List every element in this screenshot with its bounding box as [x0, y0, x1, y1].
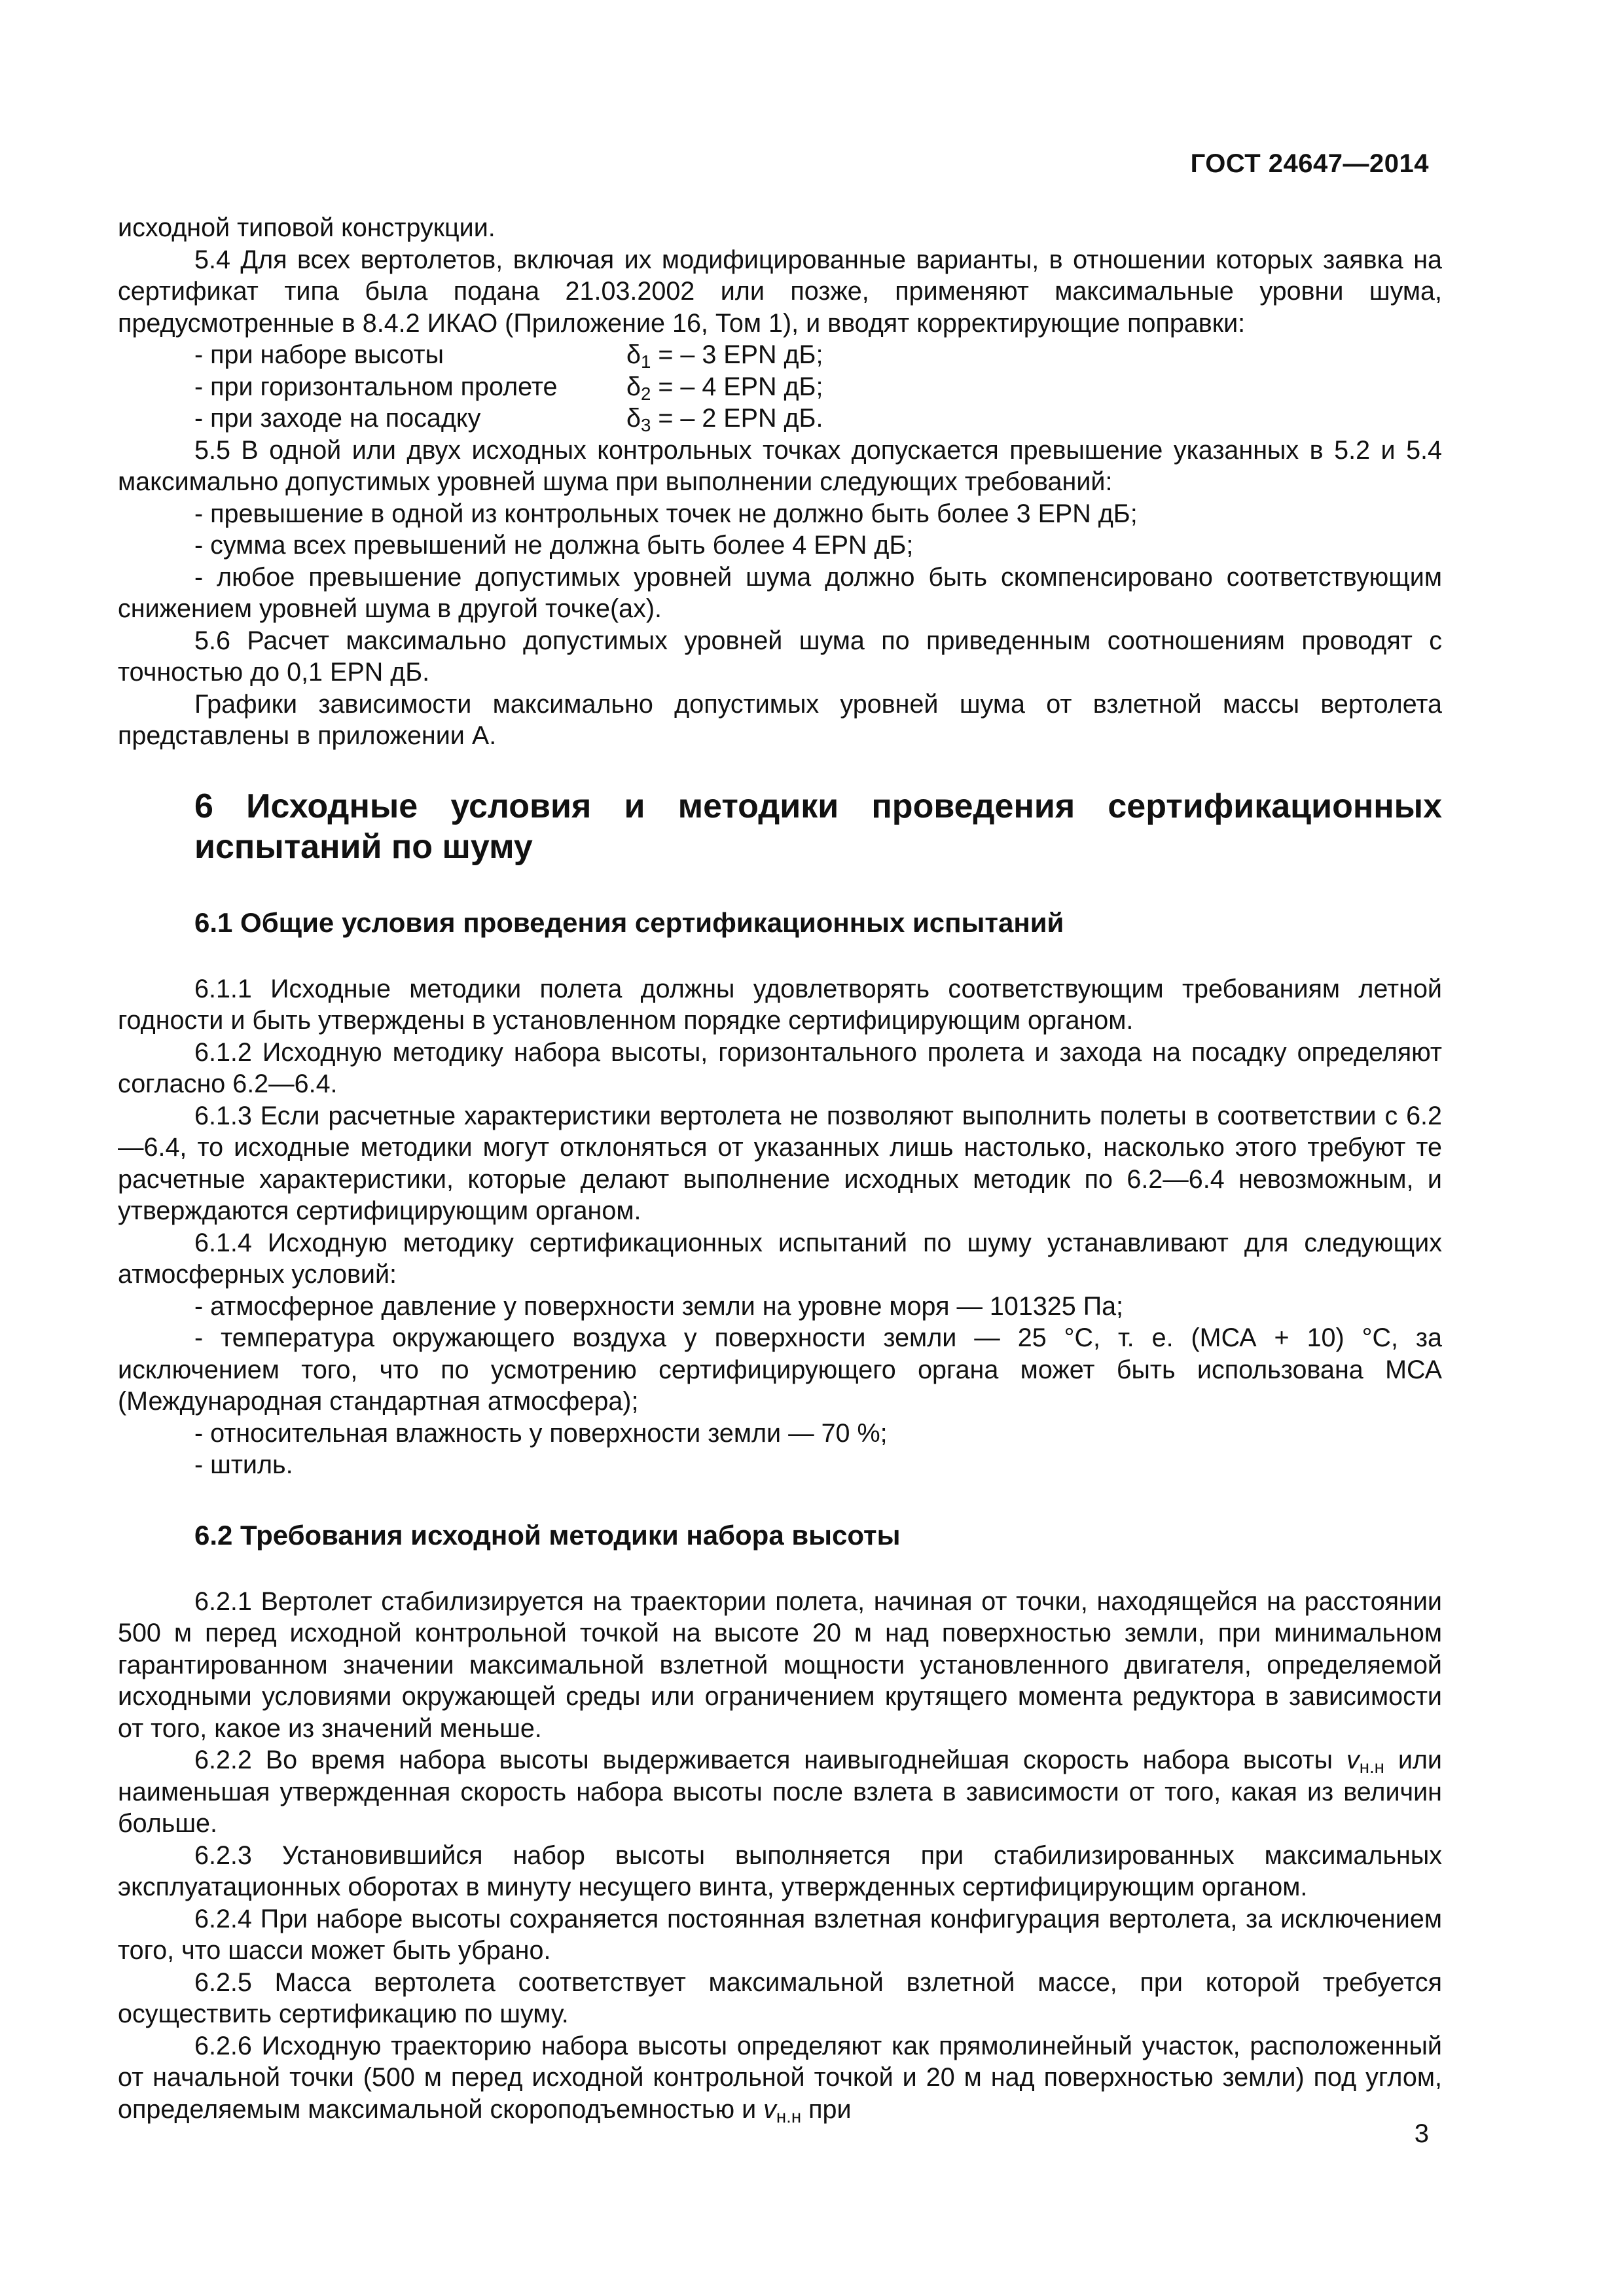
paragraph-text: 6.2.2 Во время набора высоты выдерживается наивыгоднейшая скорость набора высоты [194, 1746, 1346, 1774]
correction-value: = – 2 EPN дБ. [651, 404, 823, 433]
paragraph-6-2-2 [118, 1744, 1442, 1840]
paragraph-6-2-1: 6.2.1 Вертолет стабилизируется на траектории полета, начиная от точки, находящейся на расстоянии 500 м перед исходной контрольной точкой на высоте 20 м над поверхностью земли, при минимальном гарантированном значении максимальной взлетной мощности установленного двигателя, определяемой исходными условиями окружающей среды или ограничением крутящего момента редуктора в зависимости от того, какое из значений меньше. [118, 1587, 1442, 1743]
list-item: - температура окружающего воздуха у поверхности земли — 25 °С, т. е. (МСА + 10) °С, за исключением того, что по усмотрению сертифицирующего органа может быть использована МСА (Международная стандартная атмосфера); [118, 1323, 1442, 1416]
velocity-symbol: v [1346, 1746, 1360, 1774]
paragraph-6-1-2: 6.1.2 Исходную методику набора высоты, горизонтального пролета и захода на посадку определяют согласно 6.2—6.4. [118, 1037, 1442, 1098]
correction-item [118, 339, 1442, 371]
subsection-6-2-heading: 6.2 Требования исходной методики набора высоты [194, 1519, 901, 1551]
velocity-subscript: н.н [776, 2106, 802, 2126]
paragraph-6-1-1: 6.1.1 Исходные методики полета должны удовлетворять соответствующим требованиям летной годности и быть утверждены в установленном порядке сертифицирующим органом. [118, 974, 1442, 1035]
list-item: - любое превышение допустимых уровней шума должно быть скомпенсировано соответствующим снижением уровней шума в другой точке(ах). [118, 562, 1442, 623]
paragraph-graphs-reference: Графики зависимости максимально допустимых уровней шума от взлетной массы вертолета представлены в приложении А. [118, 689, 1442, 750]
paragraph-text: или наименьшая утвержденная скорость набора высоты после взлета в зависимости от того, какая из величин больше. [118, 1746, 1442, 1838]
page-body [118, 212, 1442, 2125]
page-number: 3 [1414, 2119, 1429, 2148]
delta-subscript: 2 [641, 383, 651, 404]
velocity-subscript: н.н [1359, 1756, 1384, 1777]
document-header: ГОСТ 24647—2014 [1190, 149, 1429, 178]
paragraph-6-2-6 [118, 2030, 1442, 2126]
paragraph-text: 6.2.6 Исходную траекторию набора высоты определяют как прямолинейный участок, расположенный от начальной точки (500 м перед исходной контрольной точкой и 20 м над поверхностью земли) под углом, определяемым максимальной скороподъемностью и [118, 2031, 1442, 2124]
paragraph-6-2-5: 6.2.5 Масса вертолета соответствует максимальной взлетной массе, при которой требуется осуществить сертификацию по шуму. [118, 1967, 1442, 2028]
paragraph-6-2-3: 6.2.3 Установившийся набор высоты выполняется при стабилизированных максимальных эксплуатационных оборотах в минуту несущего винта, утвержденных сертифицирующим органом. [118, 1840, 1442, 1901]
subsection-6-1-heading: 6.1 Общие условия проведения сертификационных испытаний [194, 906, 1064, 938]
paragraph-5-6: 5.6 Расчет максимально допустимых уровней шума по приведенным соотношениям проводят с точностью до 0,1 EPN дБ. [118, 626, 1442, 687]
section-6-heading: 6 Исходные условия и методики проведения сертификационных испытаний по шуму [194, 787, 1442, 866]
correction-item [118, 371, 1442, 403]
paragraph-5-4: 5.4 Для всех вертолетов, включая их модифицированные варианты, в отношении которых заявка на сертификат типа была подана 21.03.2002 или позже, применяют максимальные уровни шума, предусмотренные в 8.4.2 ИКАО (Приложение 16, Том 1), и вводят корректирующие поправки: [118, 245, 1442, 338]
correction-label: - при заходе на посадку [194, 404, 481, 433]
velocity-symbol: v [763, 2094, 776, 2124]
paragraph-5-5: 5.5 В одной или двух исходных контрольных точках допускается превышение указанных в 5.2 и 5.4 максимально допустимых уровней шума при выполнении следующих требований: [118, 435, 1442, 496]
list-item: - штиль. [194, 1450, 293, 1479]
list-item: - сумма всех превышений не должна быть более 4 EPN дБ; [194, 531, 914, 560]
correction-label: - при наборе высоты [194, 340, 444, 369]
paragraph-6-1-4: 6.1.4 Исходную методику сертификационных испытаний по шуму устанавливают для следующих атмосферных условий: [118, 1228, 1442, 1289]
delta-symbol: δ [626, 372, 641, 401]
delta-symbol: δ [626, 340, 641, 369]
paragraph-6-1-3: 6.1.3 Если расчетные характеристики вертолета не позволяют выполнить полеты в соответствии с 6.2—6.4, то исходные методики могут отклоняться от указанных лишь настолько, насколько этого требуют те расчетные характеристики, которые делают выполнение исходных методик по 6.2—6.4 невозможным, и утверждаются сертифицирующим органом. [118, 1101, 1442, 1225]
list-item: - относительная влажность у поверхности земли — 70 %; [194, 1418, 888, 1448]
list-item: - атмосферное давление у поверхности земли на уровне моря — 101325 Па; [194, 1291, 1124, 1321]
paragraph-text: при [801, 2094, 852, 2124]
delta-symbol: δ [626, 404, 641, 433]
paragraph-6-2-4: 6.2.4 При наборе высоты сохраняется постоянная взлетная конфигурация вертолета, за исключением того, что шасси может быть убрано. [118, 1904, 1442, 1965]
correction-value: = – 4 EPN дБ; [651, 372, 823, 401]
delta-subscript: 1 [641, 351, 651, 372]
paragraph-continuation: исходной типовой конструкции. [118, 213, 496, 242]
correction-value: = – 3 EPN дБ; [651, 340, 823, 369]
correction-label: - при горизонтальном пролете [194, 372, 558, 401]
delta-subscript: 3 [641, 414, 651, 435]
list-item: - превышение в одной из контрольных точек не должно быть более 3 EPN дБ; [194, 499, 1138, 528]
correction-item [118, 403, 1442, 435]
